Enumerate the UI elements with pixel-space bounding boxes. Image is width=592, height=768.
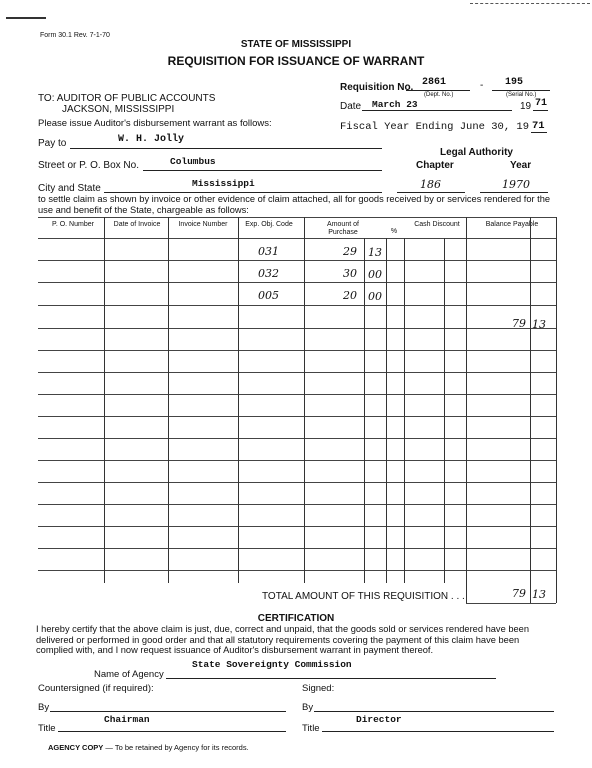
agency-copy-note: — To be retained by Agency for its records. bbox=[105, 743, 249, 752]
form-number: Form 30.1 Rev. 7-1-70 bbox=[40, 32, 110, 39]
table-row-line bbox=[38, 504, 556, 505]
dept-no: 2861 bbox=[422, 77, 447, 88]
by-line-left bbox=[50, 711, 286, 712]
table-column-line bbox=[238, 217, 239, 583]
header-invoice-number: Invoice Number bbox=[178, 221, 228, 228]
year-value: 1970 bbox=[502, 178, 530, 191]
table-row-line bbox=[38, 460, 556, 461]
title-left-value: Chairman bbox=[104, 714, 150, 725]
requisition-label: Requisition No. bbox=[340, 82, 414, 93]
table-top-border bbox=[38, 217, 556, 218]
footer-note bbox=[48, 743, 249, 752]
certification-heading: CERTIFICATION bbox=[257, 613, 335, 624]
row2-amount: 30 bbox=[343, 267, 357, 280]
table-column-line bbox=[404, 238, 405, 583]
serial-caption: (Serial No.) bbox=[506, 92, 537, 98]
city-label: City and State bbox=[38, 183, 101, 194]
table-row-line bbox=[38, 438, 556, 439]
by-line-right bbox=[314, 711, 554, 712]
fiscal-label: Fiscal Year Ending June 30, 19 bbox=[340, 121, 530, 133]
pay-to-label: Pay to bbox=[38, 138, 67, 149]
table-row-line bbox=[38, 260, 556, 261]
header-balance-payable: Balance Payable bbox=[485, 221, 539, 228]
addressee-line2: JACKSON, MISSISSIPPI bbox=[62, 104, 175, 115]
table-row-line bbox=[38, 416, 556, 417]
table-row-line bbox=[38, 328, 556, 329]
amount-cents-divider bbox=[364, 238, 365, 583]
total-amount: 79 bbox=[512, 587, 526, 600]
agency-copy-label: AGENCY COPY bbox=[48, 743, 104, 752]
chapter-label: Chapter bbox=[416, 160, 454, 171]
title-right-value: Director bbox=[356, 714, 402, 725]
addressee-line1: TO: AUDITOR OF PUBLIC ACCOUNTS bbox=[38, 93, 216, 104]
title-line-right bbox=[322, 731, 554, 732]
row1-exp-code: 031 bbox=[258, 245, 279, 258]
title-label-right: Title bbox=[302, 723, 320, 734]
row3-exp-code: 005 bbox=[258, 289, 279, 302]
table-column-line bbox=[386, 238, 387, 583]
date-year-suffix: 71 bbox=[535, 98, 548, 109]
year-label: Year bbox=[510, 160, 532, 171]
table-row-line bbox=[38, 282, 556, 283]
date-year-prefix: 19 bbox=[520, 101, 532, 112]
settle-text: to settle claim as shown by invoice or other evidence of claim attached, all for goods received by or services rendered for the use and benefit of the State, chargeable as follows: bbox=[38, 194, 551, 215]
row1-cents: 13 bbox=[368, 246, 382, 259]
row3-cents: 00 bbox=[368, 290, 382, 303]
serial-no: 195 bbox=[505, 77, 524, 88]
state-heading: STATE OF MISSISSIPPI bbox=[240, 39, 352, 50]
table-column-line bbox=[104, 217, 105, 583]
title-line-left bbox=[58, 731, 286, 732]
header-po-number: P. O. Number bbox=[52, 221, 94, 228]
total-row-line bbox=[466, 603, 556, 604]
street-label: Street or P. O. Box No. bbox=[38, 160, 139, 171]
fiscal-year: 71 bbox=[532, 120, 545, 132]
street-value: Columbus bbox=[170, 156, 216, 167]
table-row-line bbox=[38, 526, 556, 527]
cash-cents-divider bbox=[444, 238, 445, 583]
date-value: March 23 bbox=[372, 99, 418, 110]
table-row-line bbox=[38, 548, 556, 549]
title-label-left: Title bbox=[38, 723, 56, 734]
countersigned-label: Countersigned (if required): bbox=[38, 683, 154, 694]
date-label: Date bbox=[340, 101, 362, 112]
balance-cents: 13 bbox=[532, 318, 546, 331]
table-row-line bbox=[38, 372, 556, 373]
row1-amount: 29 bbox=[343, 245, 357, 258]
requisition-dash: - bbox=[480, 80, 484, 91]
table-column-line bbox=[304, 217, 305, 583]
city-value: Mississippi bbox=[192, 178, 255, 189]
table-header-border bbox=[38, 238, 556, 239]
total-cents: 13 bbox=[532, 588, 546, 601]
instruction-text: Please issue Auditor's disbursement warrant as follows: bbox=[38, 118, 272, 129]
table-column-line bbox=[556, 217, 557, 603]
by-label-right: By bbox=[302, 702, 314, 713]
row2-exp-code: 032 bbox=[258, 267, 279, 280]
certification-text: I hereby certify that the above claim is just, due, correct and unpaid, that the goods sold or services rendered have been delivered or performed in good order and that all statutory requirements covering the payment of this claim have been complied with, and I now request issuance of Auditor's disbursement warrant in payment thereof. bbox=[36, 624, 530, 656]
header-exp-obj-code: Exp. Obj. Code bbox=[245, 221, 293, 228]
by-label-left: By bbox=[38, 702, 50, 713]
pay-to-value: W. H. Jolly bbox=[118, 134, 185, 145]
agency-label: Name of Agency bbox=[94, 669, 164, 680]
table-row-line bbox=[38, 394, 556, 395]
signed-label: Signed: bbox=[302, 683, 335, 694]
agency-line bbox=[166, 678, 496, 679]
table-column-line bbox=[168, 217, 169, 583]
balance-amount: 79 bbox=[512, 317, 526, 330]
row2-cents: 00 bbox=[368, 268, 382, 281]
table-row-line bbox=[38, 350, 556, 351]
row3-amount: 20 bbox=[343, 289, 357, 302]
table-row-line bbox=[38, 482, 556, 483]
agency-value: State Sovereignty Commission bbox=[192, 659, 352, 670]
header-amount-of-purchase: Amount of Purchase bbox=[327, 221, 359, 236]
chapter-value: 186 bbox=[420, 178, 441, 191]
total-label: TOTAL AMOUNT OF THIS REQUISITION . . . bbox=[262, 591, 465, 602]
legal-authority-heading: Legal Authority bbox=[440, 147, 513, 158]
table-row-line bbox=[38, 570, 556, 571]
dept-caption: (Dept. No.) bbox=[424, 92, 454, 98]
table-column-line bbox=[530, 217, 531, 603]
table-column-line bbox=[466, 217, 467, 603]
header-date-of-invoice: Date of Invoice bbox=[113, 221, 161, 228]
table-row-line bbox=[38, 305, 556, 306]
form-title: REQUISITION FOR ISSUANCE OF WARRANT bbox=[167, 54, 425, 68]
header-cash-discount: Cash Discount bbox=[414, 221, 460, 228]
header-percent: % bbox=[390, 228, 398, 235]
